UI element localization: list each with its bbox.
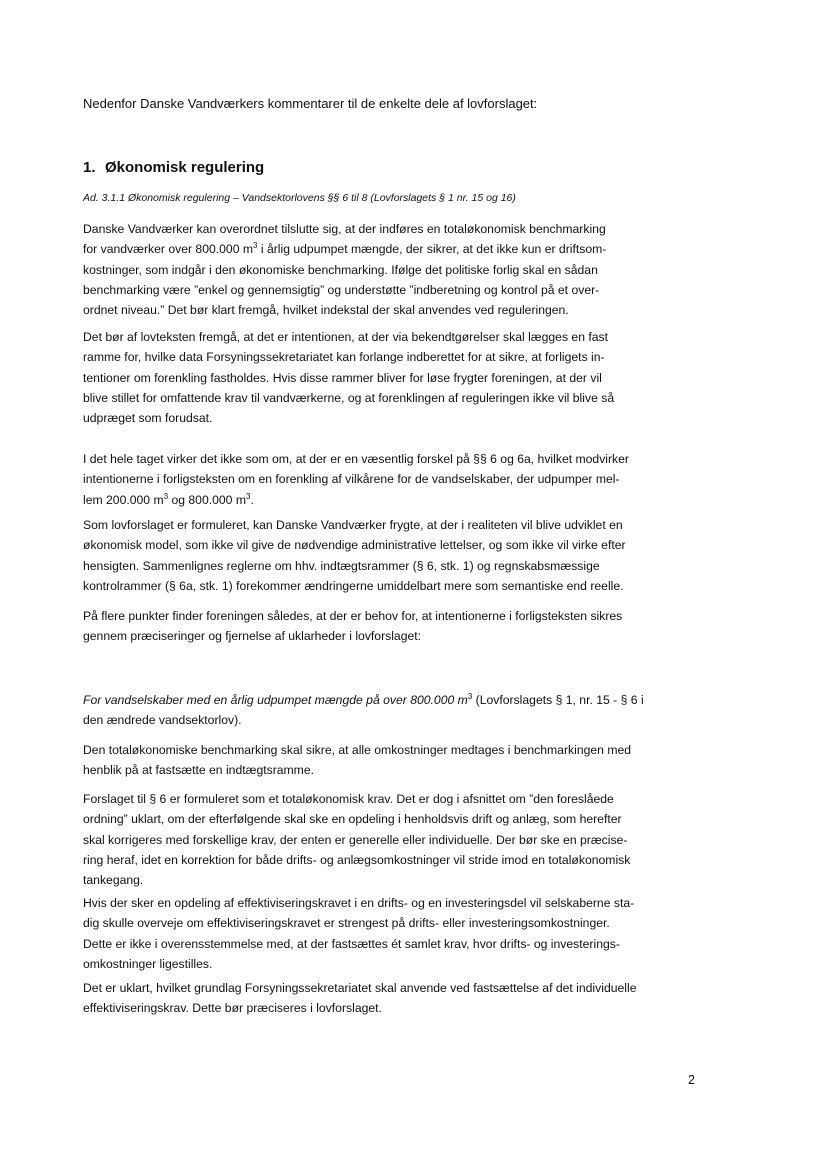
text-line: I det hele taget virker det ikke som om, at der er en væsentlig forskel på §§ 6 og 6a, hvilket modvirker (83, 452, 629, 466)
paragraph-2 (83, 327, 697, 428)
text-line: Den totaløkonomiske benchmarking skal sikre, at alle omkostninger medtages i benchmarkingen med (83, 743, 632, 757)
text-line: benchmarking være ”enkel og gennemsigtig” og understøtte ”indberetning og kontrol på et over- (83, 282, 600, 297)
paragraph-9 (83, 893, 697, 974)
text-line: udpræget som forudsat. (83, 411, 213, 426)
paragraph-8 (83, 789, 697, 890)
paragraph-6 (83, 690, 697, 731)
text-line: Danske Vandværker kan overordnet tilslutte sig, at der indføres en totaløkonomisk benchmarking (83, 222, 606, 236)
paragraph-1 (83, 219, 697, 320)
text-line: blive stillet for omfattende krav til vandværkerne, og at forenklingen af reguleringen ikke vil blive så (83, 390, 615, 405)
intro-text: Nedenfor Danske Vandværkers kommentarer til de enkelte dele af lovforslaget: (83, 96, 538, 111)
section-title: Økonomisk regulering (105, 159, 265, 176)
text-line: ordning” uklart, om der efterfølgende skal ske en opdeling i henholdsvis drift og anlæg, som herefter (83, 812, 622, 827)
paragraph-4 (83, 515, 697, 596)
text-line: intentionerne i forligsteksten om en forenkling af vilkårene for de vandselskaber, der udpumper mel- (83, 472, 620, 487)
text-line: skal korrigeres med forskellige krav, der enten er generelle eller individuelle. Der bør ske en præcise- (83, 832, 628, 847)
text-line: henblik på at fastsætte en indtægtsramme. (83, 763, 315, 778)
text-line: ramme for, hvilke data Forsyningssekretariatet kan forlange indberettet for at sikre, at forligets in- (83, 350, 605, 365)
text-line: dig skulle overveje om effektiviseringskravet er strengest på drifts- eller investeringsomkostninger. (83, 916, 610, 931)
text-line: Det bør af lovteksten fremgå, at det er intentionen, at der via bekendtgørelser skal lægges en fast (83, 330, 609, 344)
page-number: 2 (688, 1073, 695, 1087)
text-line: effektiviseringskrav. Dette bør præciseres i lovforslaget. (83, 1001, 382, 1016)
paragraph-10 (83, 978, 697, 1019)
text-line: lem 200.000 $m^3$ og 800.000 $m^3$. (83, 491, 254, 507)
text-line: omkostninger ligestilles. (83, 956, 213, 971)
text-line: kostninger, som indgår i den økonomiske benchmarking. Ifølge det politiske forlig skal en sådan (83, 262, 598, 277)
text-line: den ændrede vandsektorlov). (83, 713, 242, 728)
text-line: gennem præciseringer og fjernelse af uklarheder i lovforslaget: (83, 629, 422, 644)
subheading: Ad. 3.1.1 Økonomisk regulering – Vandsektorlovens §§ 6 til 8 (Lovforslagets § 1 nr. 15 og 16) (83, 192, 516, 204)
section-heading (83, 158, 697, 178)
text-line: Det er uklart, hvilket grundlag Forsyningssekretariatet skal anvende ved fastsættelse af det individuelle (83, 981, 637, 995)
text-line: tentioner om forenkling fastholdes. Hvis disse rammer bliver for løse frygter foreningen, at der vil (83, 370, 602, 385)
paragraph-7 (83, 740, 697, 781)
text-line: Forslaget til § 6 er formuleret som et totaløkonomisk krav. Det er dog i afsnittet om ”den foreslåede (83, 792, 614, 806)
text-line: ordnet niveau.” Det bør klart fremgå, hvilket indekstal der skal anvendes ved reguleringen. (83, 303, 569, 318)
text-line: tankegang. (83, 873, 144, 888)
text-line: På flere punkter finder foreningen således, at der er behov for, at intentionerne i forligsteksten sikres (83, 609, 623, 623)
text-line: ring heraf, idet en korrektion for både drifts- og anlægsomkostninger vil stride imod en totaløkonomisk (83, 852, 631, 867)
text-line: Dette er ikke i overensstemmelse med, at der fastsættes ét samlet krav, hvor drifts- og investerings- (83, 936, 620, 951)
text-line: For vandselskaber med en årlig udpumpet mængde på over 800.000 $m^3$ (Lovforslagets § 1, nr. 15 - § 6 i (83, 692, 644, 707)
text-line: Hvis der sker en opdeling af effektiviseringskravet i en drifts- og en investeringsdel vil selskaberne sta- (83, 896, 635, 910)
text-line: Som lovforslaget er formuleret, kan Danske Vandværker frygte, at der i realiteten vil blive udviklet en (83, 518, 623, 532)
paragraph-3 (83, 449, 697, 510)
text-line: for vandværker over 800.000 $m^3$ i årlig udpumpet mængde, der sikrer, at det ikke kun er driftsom- (83, 241, 607, 257)
text-line: kontrolrammer (§ 6a, stk. 1) forekommer ændringerne umiddelbart mere som semantiske end reelle. (83, 578, 624, 593)
text-line: hensigten. Sammenlignes reglerne om hhv. indtægtsrammer (§ 6, stk. 1) og regnskabsmæssige (83, 558, 600, 573)
text-line: økonomisk model, som ikke vil give de nødvendige administrative lettelser, og som ikke vil virke efter (83, 538, 626, 553)
section-number: 1. (83, 159, 96, 176)
paragraph-5 (83, 606, 697, 647)
